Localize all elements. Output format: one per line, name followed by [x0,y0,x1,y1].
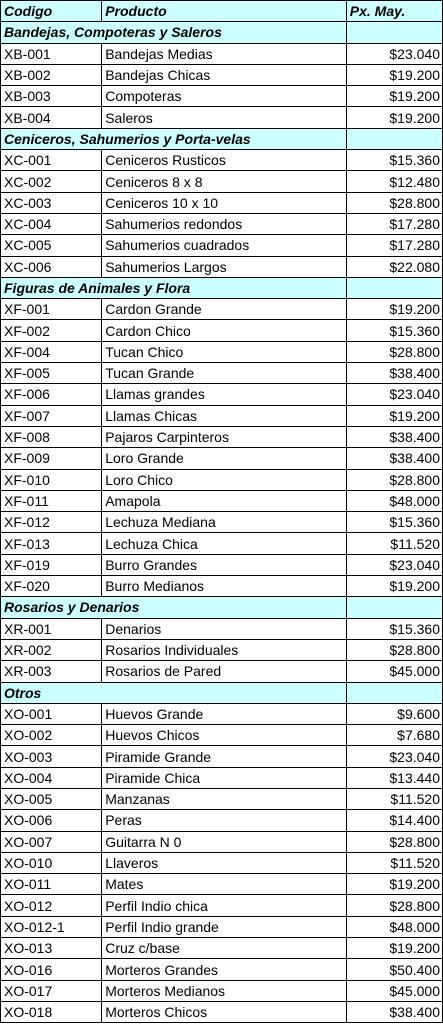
section-title: Otros [1,682,347,703]
price-cell: $23.040 [346,384,442,405]
code-cell: XF-012 [1,512,102,533]
price-cell: $19.200 [346,299,442,320]
price-cell: $19.200 [346,938,442,959]
price-cell: $28.800 [346,192,442,213]
table-row [1,1001,443,1022]
product-cell: Morteros Grandes [102,959,347,980]
product-cell: Lechuza Chica [102,533,347,554]
table-row [1,852,443,873]
price-list-body [1,1,443,1023]
table-row [1,703,443,724]
section-header-row [1,128,443,149]
table-row [1,192,443,213]
product-cell: Peras [102,810,347,831]
price-cell: $19.200 [346,576,442,597]
code-cell: XF-009 [1,448,102,469]
price-cell: $13.440 [346,767,442,788]
product-cell: Compoteras [102,86,347,107]
product-cell: Piramide Grande [102,746,347,767]
product-cell: Llaveros [102,852,347,873]
product-cell: Morteros Chicos [102,1001,347,1022]
code-cell: XO-003 [1,746,102,767]
price-cell: $23.040 [346,746,442,767]
code-cell: XO-004 [1,767,102,788]
product-cell: Sahumerios redondos [102,213,347,234]
code-cell: XF-020 [1,576,102,597]
section-header-row [1,682,443,703]
code-cell: XR-001 [1,618,102,639]
product-cell: Perfil Indio grande [102,916,347,937]
code-cell: XB-001 [1,43,102,64]
product-cell: Ceniceros 8 x 8 [102,171,347,192]
code-cell: XR-002 [1,639,102,660]
table-row [1,107,443,128]
table-row [1,767,443,788]
table-row [1,810,443,831]
code-cell: XO-011 [1,874,102,895]
header-code: Codigo [1,1,102,22]
table-row [1,235,443,256]
code-cell: XF-005 [1,363,102,384]
product-cell: Loro Grande [102,448,347,469]
product-cell: Burro Medianos [102,576,347,597]
product-cell: Bandejas Chicas [102,64,347,85]
product-cell: Llamas grandes [102,384,347,405]
price-cell: $15.360 [346,150,442,171]
table-row [1,938,443,959]
code-cell: XF-004 [1,341,102,362]
product-cell: Denarios [102,618,347,639]
product-cell: Cardon Chico [102,320,347,341]
price-cell: $28.800 [346,639,442,660]
price-cell: $9.600 [346,703,442,724]
product-cell: Huevos Chicos [102,725,347,746]
table-row [1,43,443,64]
code-cell: XO-005 [1,788,102,809]
product-cell: Bandejas Medias [102,43,347,64]
code-cell: XF-002 [1,320,102,341]
table-row [1,895,443,916]
table-row [1,86,443,107]
header-product: Producto [102,1,347,22]
code-cell: XF-008 [1,426,102,447]
section-title: Figuras de Animales y Flora [1,277,347,298]
product-cell: Llamas Chicas [102,405,347,426]
product-cell: Loro Chico [102,469,347,490]
code-cell: XC-001 [1,150,102,171]
table-row [1,299,443,320]
product-cell: Sahumerios cuadrados [102,235,347,256]
code-cell: XC-005 [1,235,102,256]
price-cell: $48.000 [346,916,442,937]
code-cell: XR-003 [1,661,102,682]
product-cell: Burro Grandes [102,554,347,575]
code-cell: XF-019 [1,554,102,575]
price-cell: $19.200 [346,64,442,85]
code-cell: XO-012 [1,895,102,916]
section-empty-cell [346,682,442,703]
code-cell: XF-010 [1,469,102,490]
code-cell: XO-007 [1,831,102,852]
price-cell: $45.000 [346,980,442,1001]
table-row [1,980,443,1001]
price-cell: $22.080 [346,256,442,277]
price-cell: $19.200 [346,86,442,107]
price-cell: $19.200 [346,874,442,895]
code-cell: XO-002 [1,725,102,746]
price-cell: $38.400 [346,1001,442,1022]
price-cell: $23.040 [346,43,442,64]
table-row [1,213,443,234]
product-cell: Ceniceros 10 x 10 [102,192,347,213]
table-row [1,576,443,597]
code-cell: XB-004 [1,107,102,128]
product-cell: Cruz c/base [102,938,347,959]
code-cell: XO-012-1 [1,916,102,937]
price-cell: $28.800 [346,469,442,490]
code-cell: XO-006 [1,810,102,831]
table-row [1,490,443,511]
code-cell: XC-006 [1,256,102,277]
table-row [1,320,443,341]
product-cell: Guitarra N 0 [102,831,347,852]
price-cell: $48.000 [346,490,442,511]
price-cell: $38.400 [346,363,442,384]
code-cell: XC-003 [1,192,102,213]
product-cell: Huevos Grande [102,703,347,724]
table-row [1,256,443,277]
table-row [1,916,443,937]
price-cell: $38.400 [346,448,442,469]
product-cell: Manzanas [102,788,347,809]
product-cell: Morteros Medianos [102,980,347,1001]
price-cell: $28.800 [346,831,442,852]
table-row [1,554,443,575]
section-title: Ceniceros, Sahumerios y Porta-velas [1,128,347,149]
product-cell: Saleros [102,107,347,128]
code-cell: XO-018 [1,1001,102,1022]
table-row [1,746,443,767]
price-cell: $12.480 [346,171,442,192]
section-title: Rosarios y Denarios [1,597,347,618]
table-row [1,363,443,384]
price-cell: $11.520 [346,533,442,554]
price-cell: $19.200 [346,405,442,426]
code-cell: XB-003 [1,86,102,107]
product-cell: Tucan Grande [102,363,347,384]
table-row [1,725,443,746]
code-cell: XF-011 [1,490,102,511]
table-row [1,618,443,639]
table-row [1,661,443,682]
product-cell: Rosarios de Pared [102,661,347,682]
code-cell: XF-013 [1,533,102,554]
header-price: Px. May. [346,1,442,22]
product-cell: Pajaros Carpinteros [102,426,347,447]
price-cell: $17.280 [346,213,442,234]
code-cell: XF-001 [1,299,102,320]
product-cell: Lechuza Mediana [102,512,347,533]
table-row [1,384,443,405]
code-cell: XO-016 [1,959,102,980]
section-empty-cell [346,277,442,298]
price-cell: $38.400 [346,426,442,447]
code-cell: XO-001 [1,703,102,724]
product-cell: Cardon Grande [102,299,347,320]
product-cell: Rosarios Individuales [102,639,347,660]
table-row [1,426,443,447]
price-cell: $28.800 [346,341,442,362]
price-cell: $28.800 [346,895,442,916]
code-cell: XF-006 [1,384,102,405]
table-row [1,448,443,469]
table-row [1,959,443,980]
product-cell: Ceniceros Rusticos [102,150,347,171]
section-header-row [1,597,443,618]
price-cell: $15.360 [346,320,442,341]
section-empty-cell [346,128,442,149]
price-cell: $11.520 [346,788,442,809]
price-cell: $11.520 [346,852,442,873]
price-cell: $7.680 [346,725,442,746]
code-cell: XO-017 [1,980,102,1001]
product-cell: Amapola [102,490,347,511]
price-cell: $14.400 [346,810,442,831]
section-empty-cell [346,22,442,43]
price-cell: $15.360 [346,618,442,639]
code-cell: XO-010 [1,852,102,873]
product-cell: Piramide Chica [102,767,347,788]
section-title: Bandejas, Compoteras y Saleros [1,22,347,43]
table-row [1,150,443,171]
price-cell: $17.280 [346,235,442,256]
table-row [1,788,443,809]
price-cell: $23.040 [346,554,442,575]
code-cell: XC-004 [1,213,102,234]
section-empty-cell [346,597,442,618]
code-cell: XB-002 [1,64,102,85]
code-cell: XO-013 [1,938,102,959]
section-header-row [1,277,443,298]
table-row [1,639,443,660]
price-cell: $50.400 [346,959,442,980]
table-row [1,874,443,895]
price-cell: $19.200 [346,107,442,128]
code-cell: XC-002 [1,171,102,192]
product-cell: Perfil Indio chica [102,895,347,916]
table-row [1,341,443,362]
table-row [1,512,443,533]
price-cell: $15.360 [346,512,442,533]
code-cell: XF-007 [1,405,102,426]
table-row [1,533,443,554]
header-row [1,1,443,22]
table-row [1,469,443,490]
product-cell: Mates [102,874,347,895]
table-row [1,64,443,85]
table-row [1,171,443,192]
product-cell: Tucan Chico [102,341,347,362]
section-header-row [1,22,443,43]
product-cell: Sahumerios Largos [102,256,347,277]
table-row [1,831,443,852]
table-row [1,405,443,426]
price-cell: $45.000 [346,661,442,682]
